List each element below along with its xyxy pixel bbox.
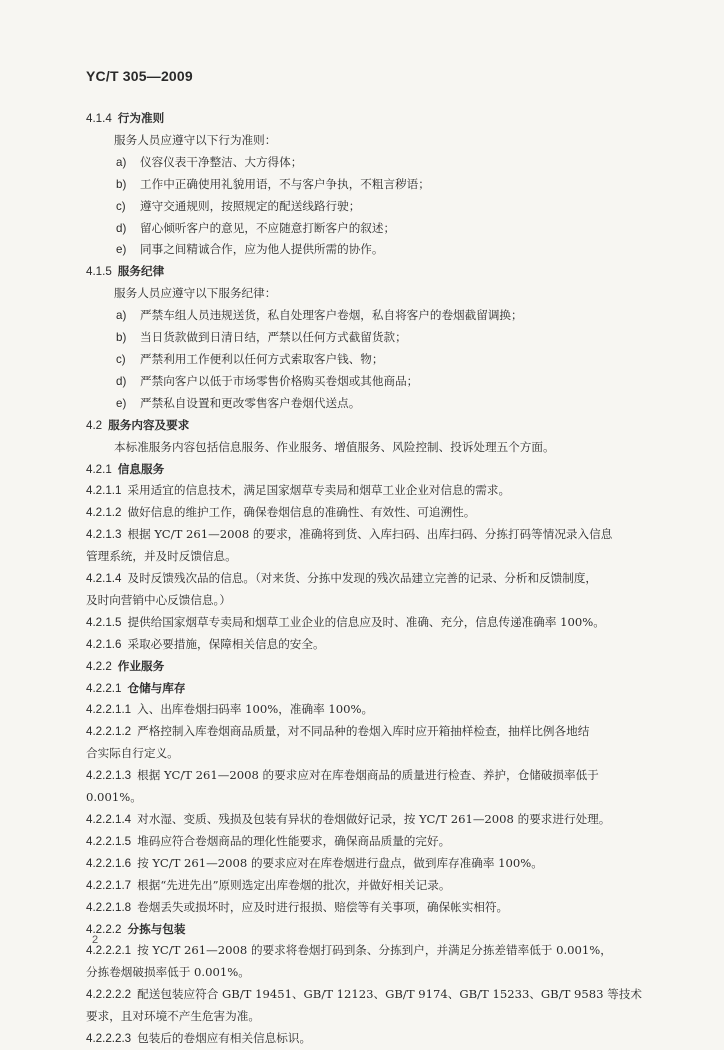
clause: 4.2.2.1.3 根据 YC/T 261—2008 的要求应对在库卷烟商品的质量进行检查、养护，仓储破损率低于 [86, 768, 599, 783]
paragraph: 服务人员应遵守以下行为准则： [114, 132, 277, 147]
section-title: 信息服务 [117, 461, 165, 476]
clause: 4.2.2.1.4 对水湿、变质、残损及包装有异状的卷烟做好记录，按 YC/T 261—2008 的要求进行处理。 [86, 812, 611, 826]
section-number: 4.1.5 [86, 265, 112, 279]
clause: 4.2.2.1.6 按 YC/T 261—2008 的要求应对在库卷烟进行盘点，做到库存准确率 100%。 [86, 855, 543, 870]
section-number: 4.2.1 [86, 462, 112, 476]
list-item: a) 严禁车组人员违规送货，私自处理客户卷烟，私自将客户的卷烟截留调换； [116, 308, 523, 323]
clause-continuation: 分拣卷烟破损率低于 0.001%。 [86, 965, 250, 980]
paragraph: 本标准服务内容包括信息服务、作业服务、增值服务、风险控制、投诉处理五个方面。 [114, 439, 555, 454]
list-item: a) 仪容仪表干净整洁、大方得体； [116, 154, 303, 169]
paragraph: 服务人员应遵守以下服务纪律： [114, 286, 277, 301]
subsection-heading: 4.2.2.2 分拣与包装 [86, 921, 186, 936]
clause: 4.2.2.1.7 根据“先进先出”原则选定出库卷烟的批次，并做好相关记录。 [86, 877, 451, 892]
list-item: e) 同事之间精诚合作，应为他人提供所需的协作。 [116, 242, 384, 257]
section-heading [86, 108, 662, 130]
list-item: c) 遵守交通规则，按照规定的配送线路行驶； [116, 198, 361, 213]
clause: 4.2.1.5 提供给国家烟草专卖局和烟草工业企业的信息应及时、准确、充分，信息传递准确率 100%。 [86, 614, 605, 629]
section-number: 4.1.4 [86, 112, 112, 125]
clause: 4.2.1.2 做好信息的维护工作，确保卷烟信息的准确性、有效性、可追溯性。 [86, 505, 476, 520]
section-title: 作业服务 [117, 658, 165, 673]
clause: 4.2.1.4 及时反馈残次品的信息。（对来货、分拣中发现的残次品建立完善的记录、分析和反馈制度， [86, 571, 598, 586]
subsection-heading: 4.2.2.1 仓储与库存 [86, 680, 186, 695]
list-item: d) 严禁向客户以低于市场零售价格购买卷烟或其他商品； [116, 373, 419, 388]
clause: 4.2.2.2.3 包装后的卷烟应有相关信息标识。 [86, 1031, 312, 1046]
clause: 4.2.2.2.1 按 YC/T 261—2008 的要求将卷烟打码到条、分拣到户，并满足分拣差错率低于 0.001%， [86, 943, 612, 958]
section-heading [86, 261, 662, 283]
section-title: 服务内容及要求 [108, 417, 190, 432]
clause-continuation: 及时向营销中心反馈信息。） [86, 592, 231, 607]
clause: 4.2.2.1.8 卷烟丢失或损坏时，应及时进行报损、赔偿等有关事项，确保帐实相符。 [86, 899, 509, 914]
section-heading [86, 656, 662, 678]
list-item: e) 严禁私自设置和更改零售客户卷烟代送点。 [116, 395, 361, 410]
clause: 4.2.1.1 采用适宜的信息技术，满足国家烟草专卖局和烟草工业企业对信息的需求。 [86, 483, 511, 498]
list-item: c) 严禁利用工作便利以任何方式索取客户钱、物； [116, 351, 384, 366]
standard-code: YC/T 305—2009 [86, 68, 193, 84]
section-heading [86, 415, 662, 437]
section-title: 服务纪律 [117, 264, 165, 279]
list-item: d) 留心倾听客户的意见，不应随意打断客户的叙述； [116, 220, 396, 235]
clause-continuation: 合实际自行定义。 [86, 746, 179, 761]
clause: 4.2.2.1.1 入、出库卷烟扫码率 100%，准确率 100%。 [86, 702, 374, 717]
clause-continuation: 要求，且对环境不产生危害为准。 [86, 1009, 260, 1024]
list-item: b) 当日货款做到日清日结，严禁以任何方式截留货款； [116, 330, 407, 345]
clause: 4.2.1.3 根据 YC/T 261—2008 的要求，准确将到货、入库扫码、出库扫码、分拣打码等情况录入信息 [86, 527, 613, 542]
clause: 4.2.1.6 采取必要措施，保障相关信息的安全。 [86, 636, 325, 651]
page-content [86, 108, 662, 1050]
section-heading [86, 459, 662, 481]
section-title: 行为准则 [117, 111, 165, 125]
page-number: 2 [92, 934, 99, 946]
list-item: b) 工作中正确使用礼貌用语，不与客户争执，不粗言秽语； [116, 176, 430, 191]
clause-continuation: 0.001%。 [86, 790, 142, 805]
section-number: 4.2 [86, 418, 103, 432]
section-number: 4.2.2 [86, 659, 112, 673]
clause: 4.2.2.2.2 配送包装应符合 GB/T 19451、GB/T 12123、GB/T 9174、GB/T 15233、GB/T 9583 等技术 [86, 987, 642, 1002]
clause: 4.2.2.1.2 严格控制入库卷烟商品质量，对不同品种的卷烟入库时应开箱抽样检查，抽样比例各地结 [86, 724, 590, 739]
clause-continuation: 管理系统，并及时反馈信息。 [86, 549, 237, 564]
clause: 4.2.2.1.5 堆码应符合卷烟商品的理化性能要求，确保商品质量的完好。 [86, 833, 451, 848]
